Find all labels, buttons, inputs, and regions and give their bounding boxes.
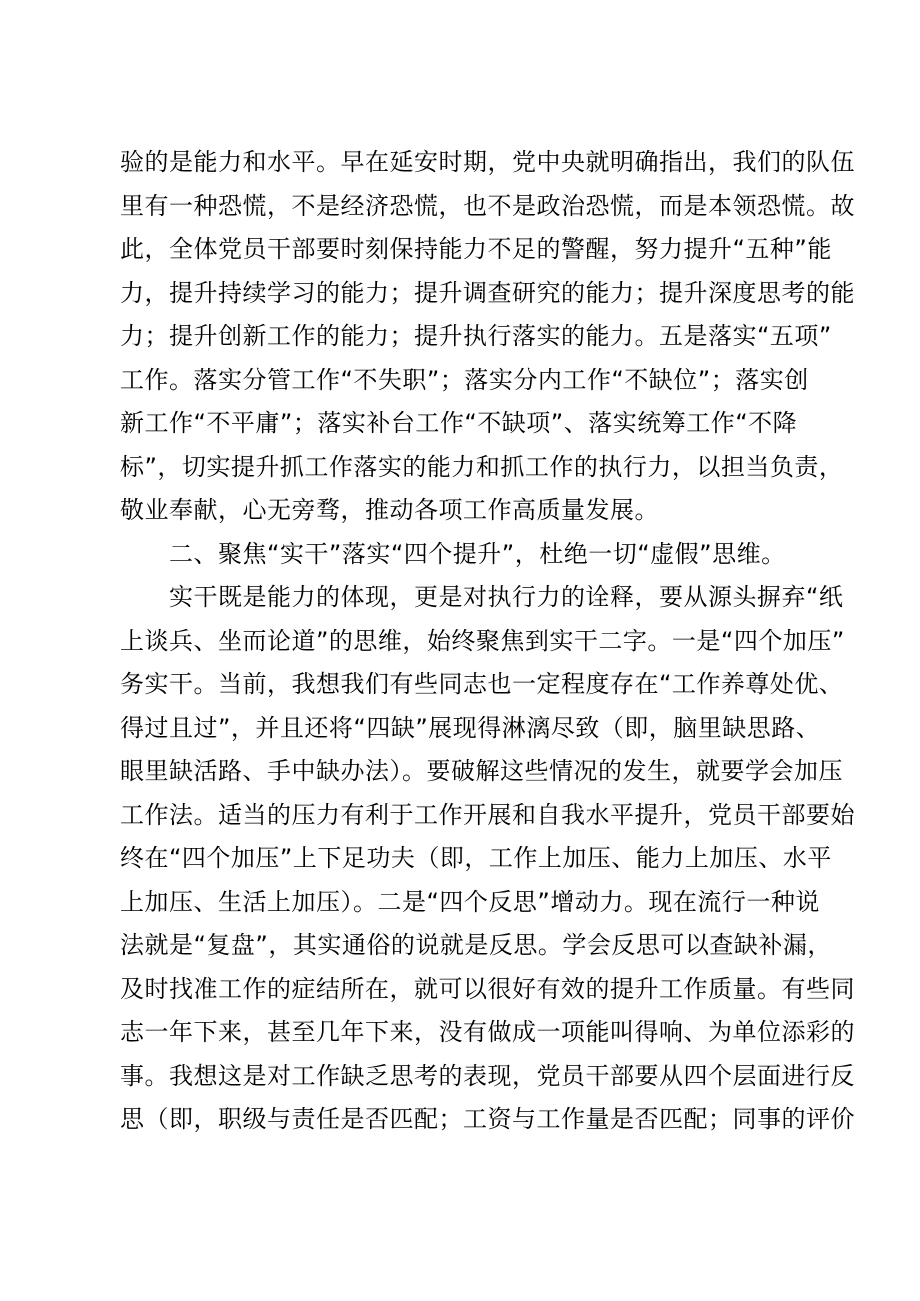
text-line: 务实干。当前，我想我们有些同志也一定程度存在“工作养尊处优、 <box>120 670 844 698</box>
text-line: 标”，切实提升抓工作落实的能力和抓工作的执行力，以担当负责， <box>120 452 844 481</box>
text-line: 实干既是能力的体现，更是对执行力的诠释，要从源头摒弃“纸 <box>120 583 844 611</box>
text-line: 工作法。适当的压力有利于工作开展和自我水平提升，党员干部要始 <box>120 800 855 829</box>
text-line: 力，提升持续学习的能力；提升调查研究的能力；提升深度思考的能 <box>120 278 855 307</box>
text-line: 及时找准工作的症结所在，就可以很好有效的提升工作质量。有些同 <box>120 974 855 1003</box>
section-heading: 二、聚焦“实干”落实“四个提升”，杜绝一切“虚假”思维。 <box>120 539 786 568</box>
text-line: 思（即，职级与责任是否匹配；工资与工作量是否匹配；同事的评价 <box>120 1105 855 1133</box>
text-line: 上谈兵、坐而论道”的思维，始终聚焦到实干二字。一是“四个加压” <box>120 626 845 655</box>
body-text <box>120 141 855 1142</box>
text-line: 新工作“不平庸”；落实补台工作“不缺项”、落实统筹工作“不降 <box>120 409 798 437</box>
text-line: 事。我想这是对工作缺乏思考的表现，党员干部要从四个层面进行反 <box>120 1061 855 1090</box>
text-line: 此，全体党员干部要时刻保持能力不足的警醒，努力提升“五种”能 <box>120 235 832 263</box>
text-line: 志一年下来，甚至几年下来，没有做成一项能叫得响、为单位添彩的 <box>120 1018 855 1046</box>
text-line: 眼里缺活路、手中缺办法）。要破解这些情况的发生，就要学会加压 <box>120 757 843 785</box>
text-line: 得过且过”，并且还将“四缺”展现得淋漓尽致（即，脑里缺思路、 <box>120 713 821 742</box>
text-line: 里有一种恐慌，不是经济恐慌，也不是政治恐慌，而是本领恐慌。故 <box>120 191 855 220</box>
text-line: 力；提升创新工作的能力；提升执行落实的能力。五是落实“五项” <box>120 322 832 350</box>
text-line: 工作。落实分管工作“不失职”；落实分内工作“不缺位”；落实创 <box>120 365 809 394</box>
text-line: 终在“四个加压”上下足功夫（即，工作上加压、能力上加压、水平 <box>120 844 832 872</box>
text-line: 法就是“复盘”，其实通俗的说就是反思。学会反思可以查缺补漏， <box>120 931 832 959</box>
text-line: 上加压、生活上加压）。二是“四个反思”增动力。现在流行一种说 <box>120 887 820 916</box>
text-line: 验的是能力和水平。早在延安时期，党中央就明确指出，我们的队伍 <box>120 148 855 176</box>
text-line: 敬业奉献，心无旁骛，推动各项工作高质量发展。 <box>120 496 659 524</box>
